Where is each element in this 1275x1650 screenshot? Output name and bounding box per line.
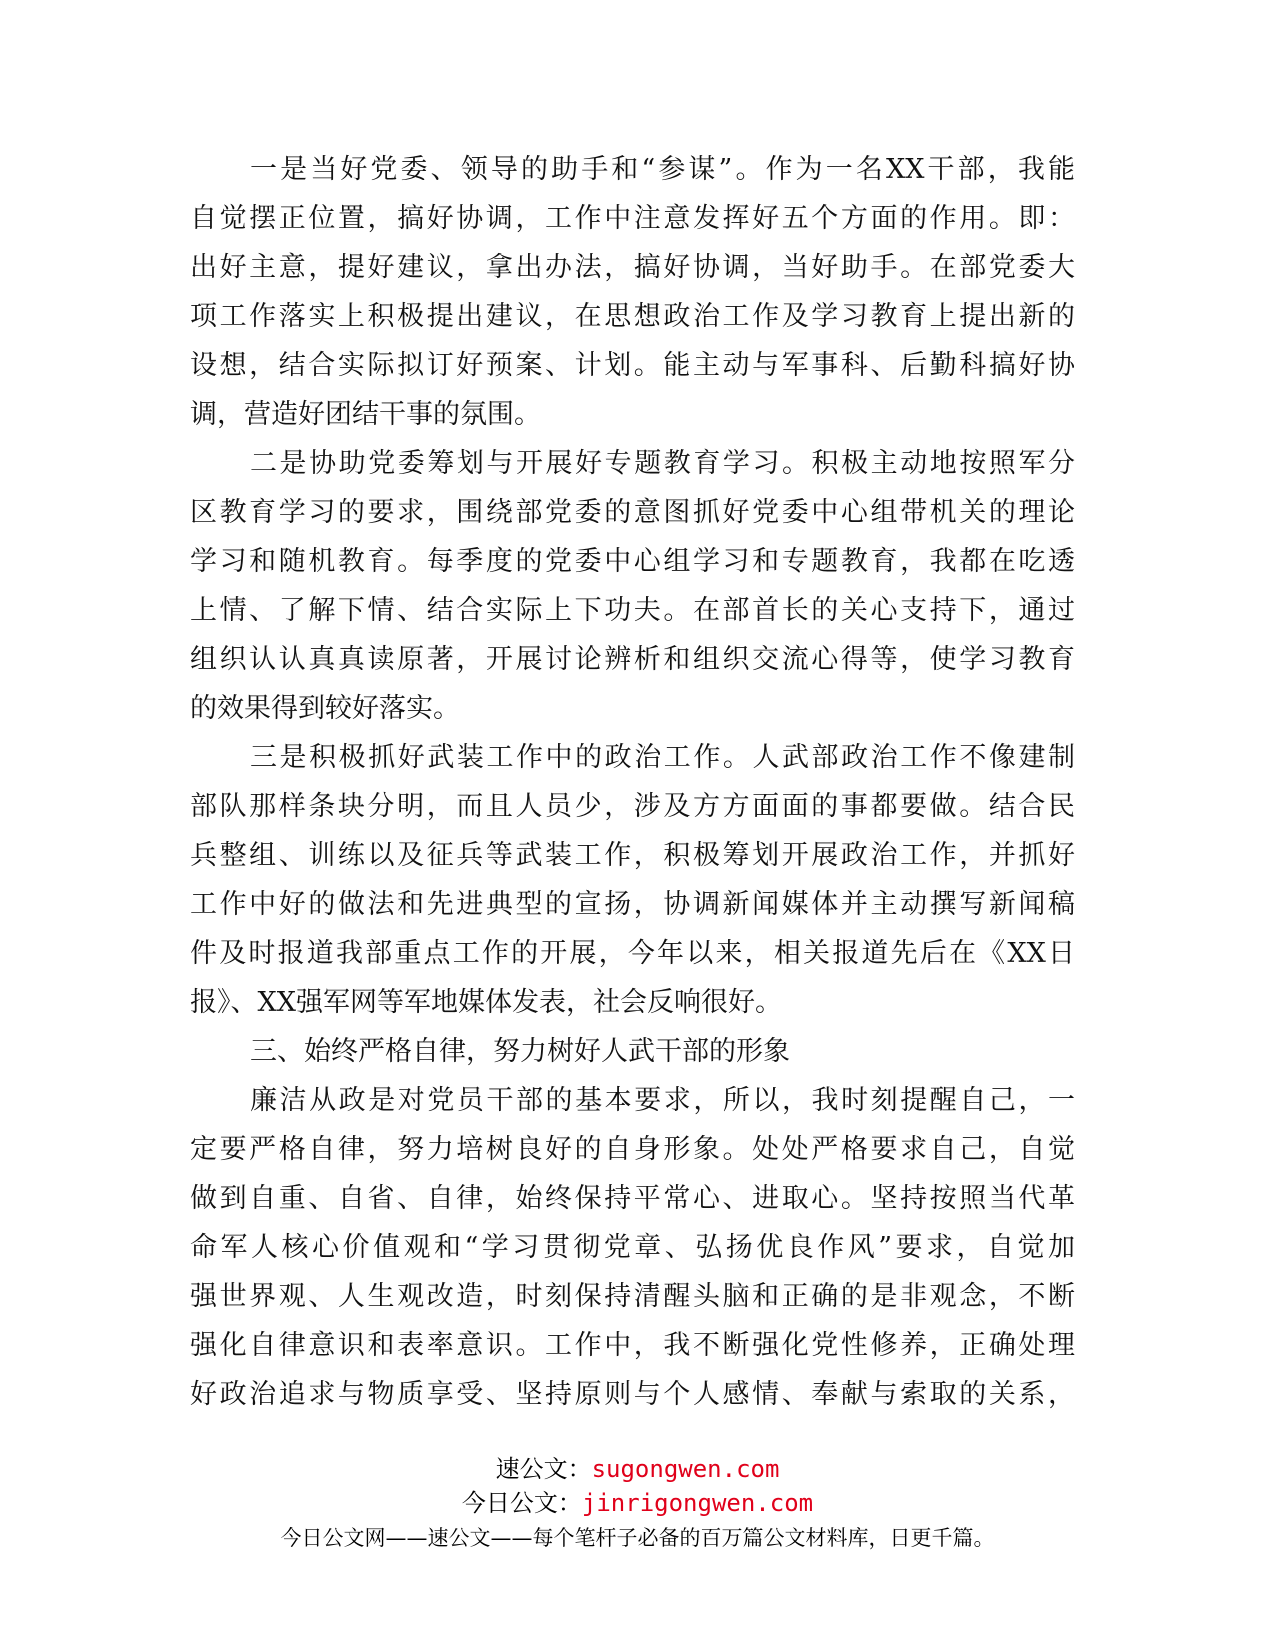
text-line: 三是积极抓好武装工作中的政治工作。人武部政治工作不像建制 xyxy=(250,742,1075,773)
text-line: 出好主意，提好建议，拿出办法，搞好协调，当好助手。在部党委大 xyxy=(190,252,1075,283)
text-line: 命军人核心价值观和“学习贯彻党章、弘扬优良作风”要求，自觉加 xyxy=(190,1232,1075,1263)
text-line: 调，营造好团结干事的氛围。 xyxy=(190,399,541,430)
text-line: 强化自律意识和表率意识。工作中，我不断强化党性修养，正确处理 xyxy=(190,1330,1075,1361)
sugongwen-link[interactable]: sugongwen.com xyxy=(591,1455,780,1483)
text-line: 工作中好的做法和先进典型的宣扬，协调新闻媒体并主动撰写新闻稿 xyxy=(190,889,1075,920)
paragraph-3 xyxy=(190,733,1075,1027)
page-footer xyxy=(0,1452,1275,1554)
text-line: 组织认认真真读原著，开展讨论辨析和组织交流心得等，使学习教育 xyxy=(190,644,1075,675)
text-line: 设想，结合实际拟订好预案、计划。能主动与军事科、后勤科搞好协 xyxy=(190,350,1075,381)
text-line: 好政治追求与物质享受、坚持原则与个人感情、奉献与索取的关系， xyxy=(190,1379,1075,1410)
heading-line: 三、始终严格自律，努力树好人武干部的形象 xyxy=(250,1036,790,1067)
text-line: 廉洁从政是对党员干部的基本要求，所以，我时刻提醒自己，一 xyxy=(250,1085,1075,1116)
footer-slogan: 今日公文网——速公文——每个笔杆子必备的百万篇公文材料库，日更千篇。 xyxy=(280,1526,995,1550)
text-line: 上情、了解下情、结合实际上下功夫。在部首长的关心支持下，通过 xyxy=(190,595,1075,626)
text-line: 报》、XX强军网等军地媒体发表，社会反响很好。 xyxy=(190,987,782,1018)
text-line: 件及时报道我部重点工作的开展，今年以来，相关报道先后在《XX日 xyxy=(190,938,1075,969)
section-heading xyxy=(190,1027,1075,1076)
text-line: 部队那样条块分明，而且人员少，涉及方方面面的事都要做。结合民 xyxy=(190,791,1075,822)
text-line: 做到自重、自省、自律，始终保持平常心、进取心。坚持按照当代革 xyxy=(190,1183,1075,1214)
text-line: 区教育学习的要求，围绕部党委的意图抓好党委中心组带机关的理论 xyxy=(190,497,1075,528)
footer-jinrigongwen-line xyxy=(0,1486,1275,1520)
paragraph-4 xyxy=(190,1076,1075,1419)
footer-sugongwen-label: 速公文： xyxy=(495,1455,592,1483)
text-line: 兵整组、训练以及征兵等武装工作，积极筹划开展政治工作，并抓好 xyxy=(190,840,1075,871)
text-line: 项工作落实上积极提出建议，在思想政治工作及学习教育上提出新的 xyxy=(190,301,1075,332)
document-body xyxy=(190,145,1075,1419)
text-line: 学习和随机教育。每季度的党委中心组学习和专题教育，我都在吃透 xyxy=(190,546,1075,577)
jinrigongwen-link[interactable]: jinrigongwen.com xyxy=(581,1489,814,1517)
footer-jinrigongwen-label: 今日公文： xyxy=(461,1489,582,1517)
text-line: 强世界观、人生观改造，时刻保持清醒头脑和正确的是非观念，不断 xyxy=(190,1281,1075,1312)
text-line: 的效果得到较好落实。 xyxy=(190,693,460,724)
footer-sugongwen-line xyxy=(0,1452,1275,1486)
text-line: 一是当好党委、领导的助手和“参谋”。作为一名XX干部，我能 xyxy=(250,154,1075,185)
text-line: 定要严格自律，努力培树良好的自身形象。处处严格要求自己，自觉 xyxy=(190,1134,1075,1165)
paragraph-1 xyxy=(190,145,1075,439)
text-line: 自觉摆正位置，搞好协调，工作中注意发挥好五个方面的作用。即： xyxy=(190,203,1075,234)
text-line: 二是协助党委筹划与开展好专题教育学习。积极主动地按照军分 xyxy=(250,448,1075,479)
paragraph-2 xyxy=(190,439,1075,733)
